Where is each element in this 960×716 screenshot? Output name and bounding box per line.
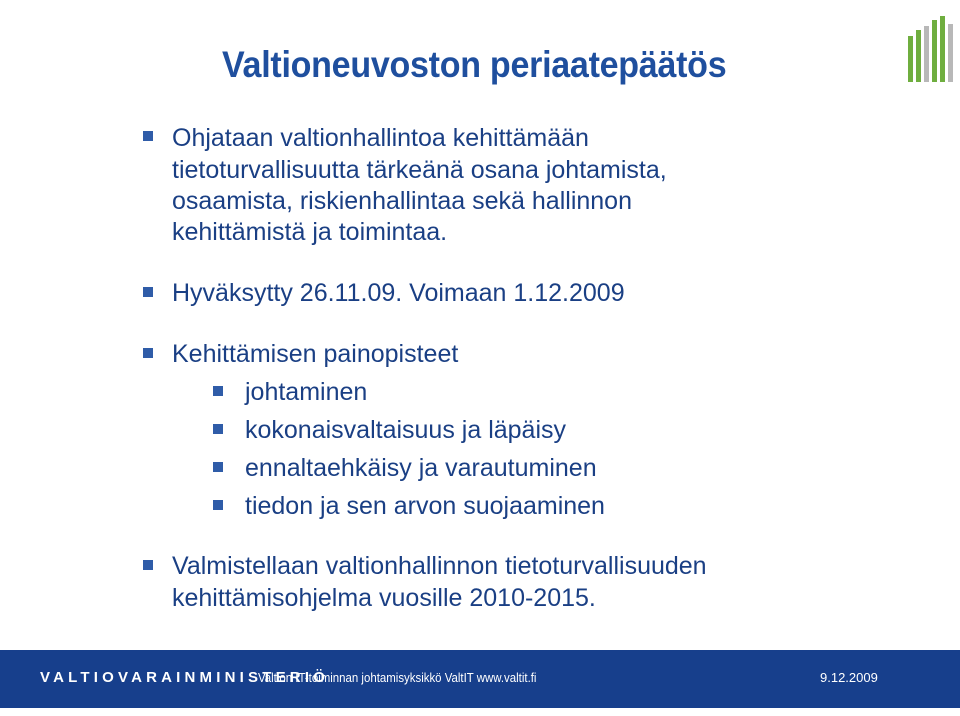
bullet-1-line-1: Ohjataan valtionhallintoa kehittämään xyxy=(172,124,589,152)
bullet-4-line-1: Valmistellaan valtionhallinnon tietoturvallisuuden xyxy=(172,552,707,580)
footer-organization: VALTIOVARAINMINISTERIÖ xyxy=(40,669,330,686)
bullet-1-line-2: tietoturvallisuutta tärkeänä osana johtamista, xyxy=(172,156,667,184)
sub-item-3: ennaltaehkäisy ja varautuminen xyxy=(245,454,597,482)
bullet-marker xyxy=(143,287,153,297)
bullet-1-line-3: osaamista, riskienhallintaa sekä hallinnon xyxy=(172,187,632,215)
sub-bullet-marker xyxy=(213,424,223,434)
bullet-4-line-2: kehittämisohjelma vuosille 2010-2015. xyxy=(172,584,596,612)
bullet-marker xyxy=(143,348,153,358)
bullet-2-line-1: Hyväksytty 26.11.09. Voimaan 1.12.2009 xyxy=(172,279,625,307)
sub-item-1: johtaminen xyxy=(245,378,368,406)
bullet-3-line-1: Kehittämisen painopisteet xyxy=(172,340,459,368)
footer-bar xyxy=(0,650,960,708)
sub-item-2: kokonaisvaltaisuus ja läpäisy xyxy=(245,416,567,444)
bars-logo-icon xyxy=(906,14,956,84)
footer-unit-text: Valtion IT-toiminnan johtamisyksikkö ValtIT www.valtit.fi xyxy=(258,670,537,685)
bullet-marker xyxy=(143,560,153,570)
bullet-marker xyxy=(143,131,153,141)
bullet-1-line-4: kehittämistä ja toimintaa. xyxy=(172,218,448,246)
sub-item-4: tiedon ja sen arvon suojaaminen xyxy=(245,492,605,520)
footer-date: 9.12.2009 xyxy=(820,670,878,685)
sub-bullet-marker xyxy=(213,462,223,472)
bottom-strip xyxy=(0,708,960,716)
slide-title: Valtioneuvoston periaatepäätös xyxy=(222,44,727,85)
sub-bullet-marker xyxy=(213,500,223,510)
sub-bullet-marker xyxy=(213,386,223,396)
